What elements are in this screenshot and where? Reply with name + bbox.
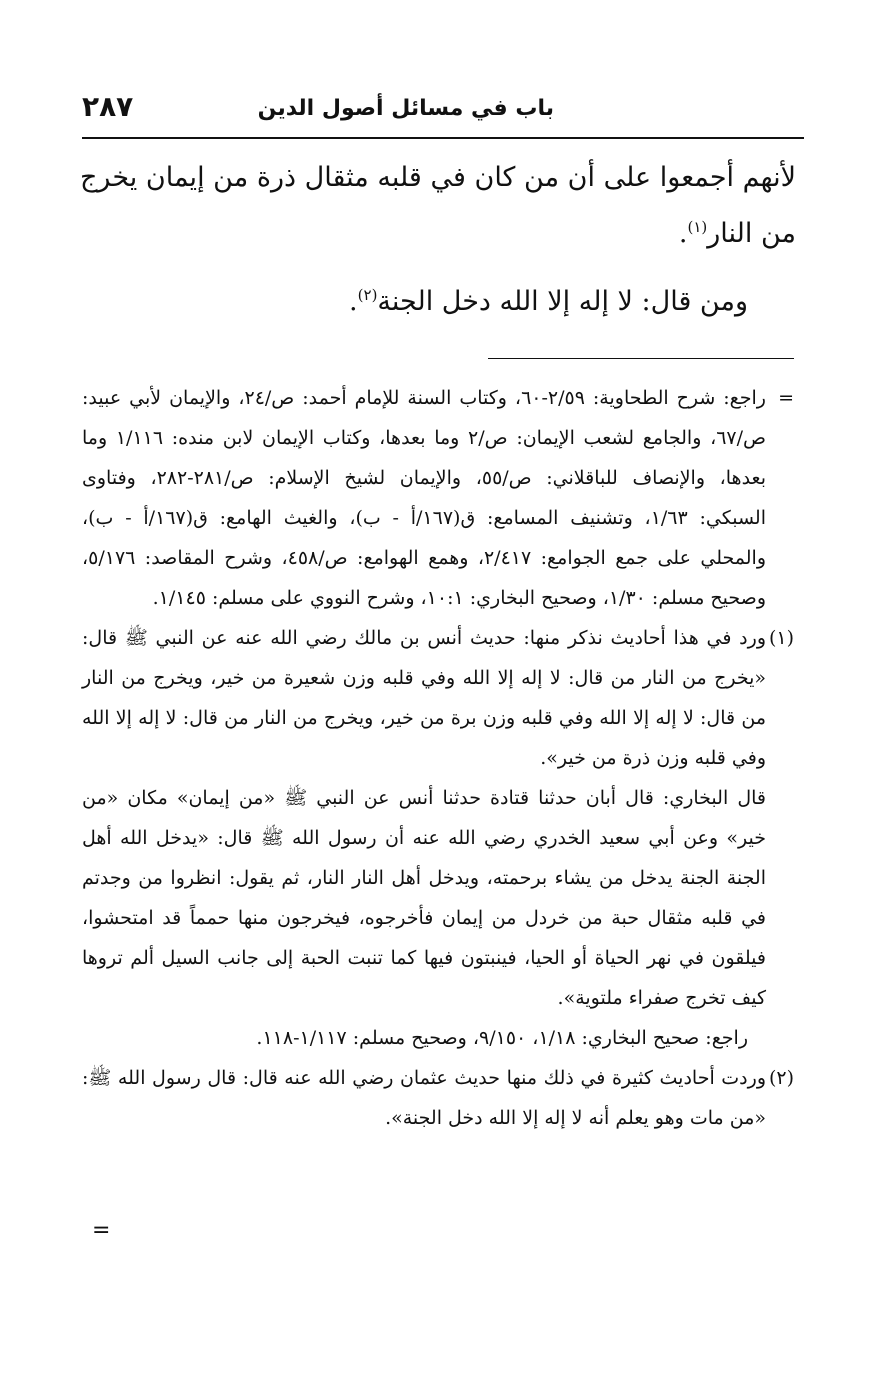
footnotes	[82, 378, 794, 1138]
footnote-2-marker: (٢)	[768, 1067, 794, 1089]
main-paragraph-1	[80, 150, 796, 262]
footnote-1-marker: (١)	[768, 627, 794, 649]
footnote-continued	[82, 378, 794, 618]
footnote-1	[82, 618, 794, 778]
continuation-mark: =	[92, 1218, 111, 1243]
footnote-1-reference: راجع: صحيح البخاري: ١/١٨، ٩/١٥٠، وصحيح مسلم: ١/١١٧-١١٨.	[256, 1027, 748, 1049]
main-paragraph-2-end: .	[349, 286, 358, 317]
footnote-ref-2: (٢)	[357, 286, 378, 304]
page-number: ٢٨٧	[82, 90, 134, 123]
page-header	[82, 86, 804, 134]
footnote-ref-1: (١)	[687, 218, 708, 236]
footnote-2	[82, 1058, 794, 1138]
footnote-continued-text: راجع: شرح الطحاوية: ٢/٥٩-٦٠، وكتاب السنة للإمام أحمد: ص/٢٤، والإيمان لأبي عبيد: ص/٦٧، والجامع لشعب الإيمان: ص/٢ وما بعدها، وكتاب الإيمان لابن منده: ١/١١٦ وما بعدها، والإنصاف للباقلاني: ص/٥٥، والإيمان لشيخ الإسلام: ص/٢٨١-٢٨٢، وفتاوى السبكي: ١/٦٣، وتشنيف المسامع: ق(١٦٧/أ - ب)، والغيث الهامع: ق(١٦٧/أ - ب)، والمحلي على جمع الجوامع: ٢/٤١٧، وهمع الهوامع: ص/٤٥٨، وشرح المقاصد: ٥/١٧٦، وصحيح مسلم: ١/٣٠، وصحيح البخاري: ١٠:١، وشرح النووي على مسلم: ١/١٤٥.	[82, 387, 767, 609]
main-paragraph-2-text: ومن قال: لا إله إلا الله دخل الجنة	[377, 286, 748, 317]
header-rule	[82, 137, 804, 139]
running-title: باب في مسائل أصول الدين	[257, 96, 554, 121]
main-paragraph-1-text: لأنهم أجمعوا على أن من كان في قلبه مثقال ذرة من إيمان يخرج من النار	[80, 162, 796, 249]
footnote-1-text: ورد في هذا أحاديث نذكر منها: حديث أنس بن مالك رضي الله عنه عن النبي ﷺ قال: «يخرج من النار من قال: لا إله إلا الله وفي قلبه وزن شعيرة من خير، ويخرج من النار من قال: لا إله إلا الله وفي قلبه وزن برة من خير، ويخرج من النار من قال: لا إله إلا الله وفي قلبه وزن ذرة من خير».	[82, 627, 766, 769]
footnote-2-text: وردت أحاديث كثيرة في ذلك منها حديث عثمان رضي الله عنه قال: قال رسول الله ﷺ: «من مات وهو يعلم أنه لا إله إلا الله دخل الجنة».	[82, 1067, 766, 1129]
continued-marker: =	[778, 387, 794, 409]
footnote-separator	[488, 358, 794, 359]
footnote-1-continuation: قال البخاري: قال أبان حدثنا قتادة حدثنا أنس عن النبي ﷺ «من إيمان» مكان «من خير» وعن أبي سعيد الخدري رضي الله عنه أن رسول الله ﷺ قال: «يدخل الله أهل الجنة الجنة يدخل من يشاء برحمته، ويدخل أهل النار النار، ثم يقول: انظروا من وجدتم في قلبه مثقال حبة من خردل من إيمان فأخرجوه، فيخرجون منها حمماً قد امتحشوا، فيلقون في نهر الحياة أو الحيا، فينبتون فيها كما تنبت الحبة إلى جانب السيل ألم تروها كيف تخرج صفراء ملتوية».	[82, 787, 766, 1009]
main-paragraph-2	[80, 274, 796, 330]
main-paragraph-1-end: .	[678, 218, 688, 249]
main-text	[80, 150, 796, 330]
